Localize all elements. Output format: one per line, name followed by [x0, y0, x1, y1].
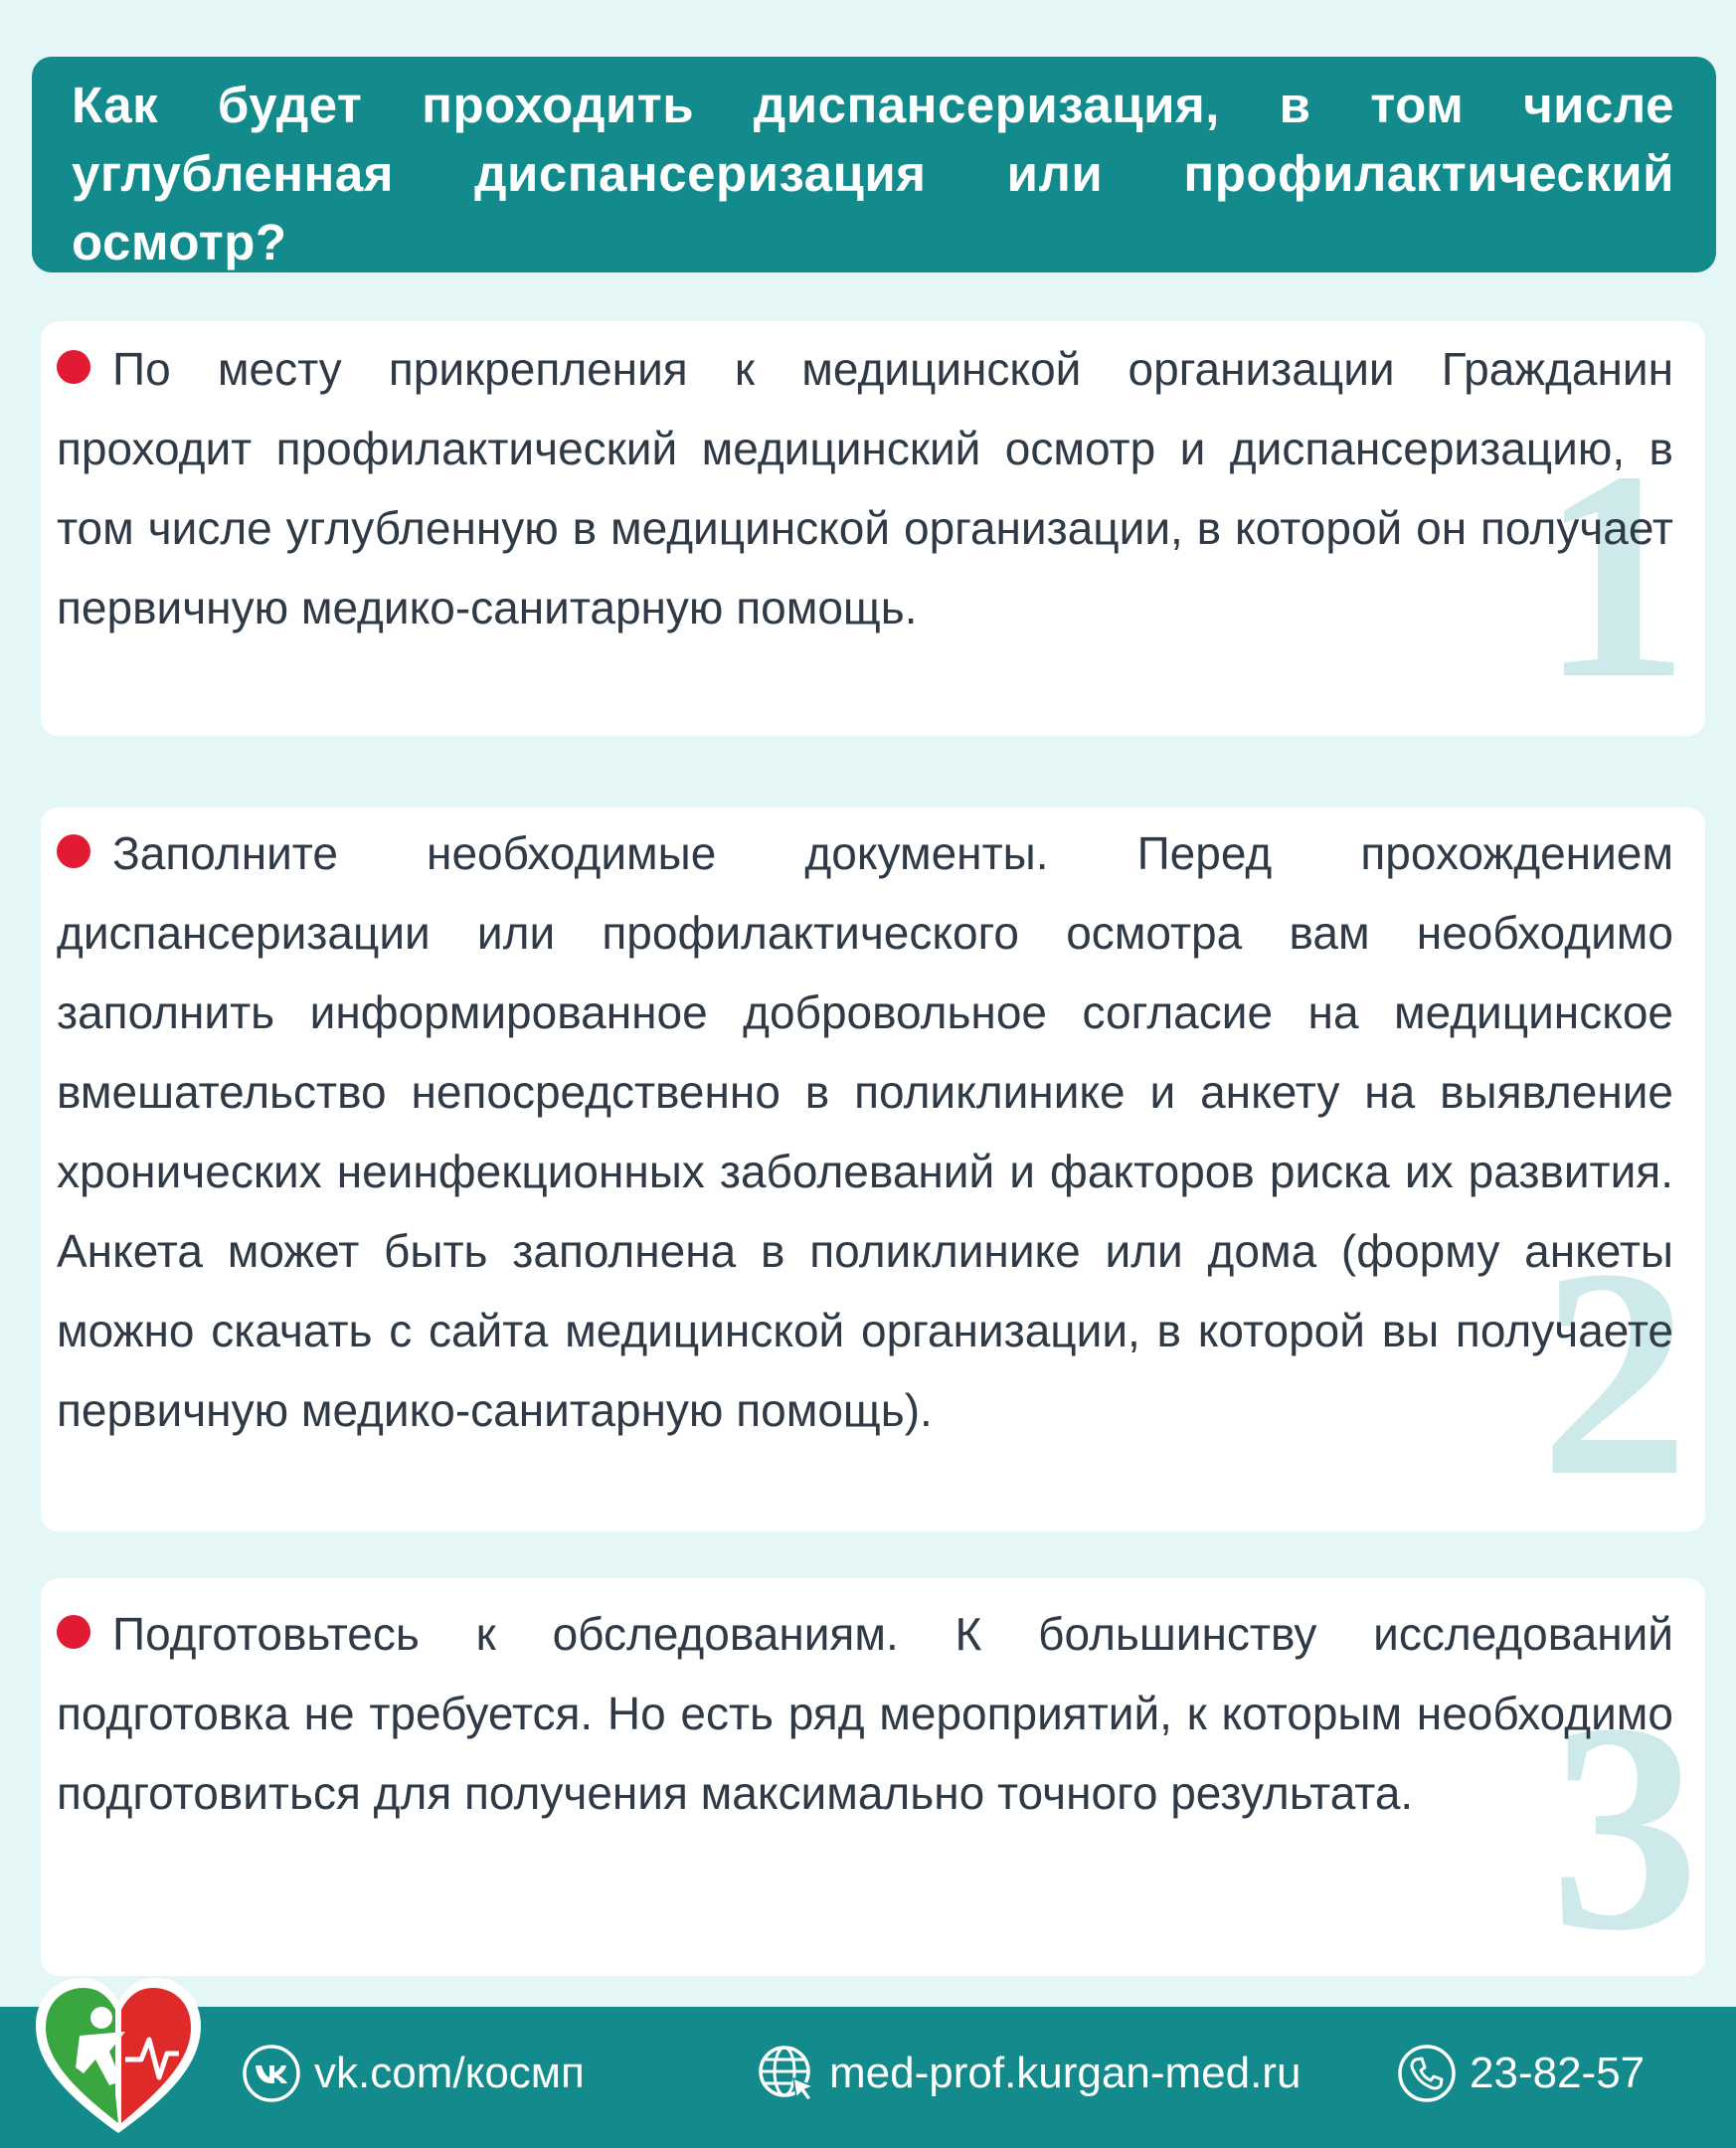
phone-link[interactable]	[1396, 2029, 1645, 2118]
step-card-2	[41, 807, 1705, 1531]
phone-text: 23-82-57	[1470, 2049, 1646, 2097]
step-text-1: По месту прикрепления к медицинской организации Гражданин проходит профилактический медицинский осмотр и диспансеризацию, в том числе углубленную в медицинской организации, в которой он получает первичную медико-санитарную помощь.	[57, 343, 1673, 633]
phone-icon	[1396, 2043, 1458, 2104]
vk-icon	[241, 2043, 302, 2104]
bullet-dot	[57, 1615, 90, 1649]
globe-cursor-icon	[756, 2043, 817, 2104]
step-number-2: 2	[1540, 1207, 1689, 1531]
website-text: med-prof.kurgan-med.ru	[829, 2049, 1302, 2097]
bullet-dot	[57, 834, 90, 868]
step-card-3	[41, 1578, 1705, 1976]
header-banner	[32, 57, 1716, 272]
step-text-3: Подготовьтесь к обследованиям. К большинству исследований подготовка не требуется. Но есть ряд мероприятий, к которым необходимо подготовиться для получения максимально точного результата.	[57, 1608, 1673, 1819]
website-link[interactable]	[756, 2029, 1301, 2118]
vk-link[interactable]	[241, 2029, 585, 2118]
vk-text: vk.com/космп	[314, 2049, 585, 2097]
step-number-3: 3	[1550, 1662, 1699, 1976]
step-text-2: Заполните необходимые документы. Перед прохождением диспансеризации или профилактического осмотра вам необходимо заполнить информированное добровольное согласие на медицинское вмешательство непосредственно в поликлинике и анкету на выявление хронических неинфекционных заболеваний и факторов риска их развития. Анкета может быть заполнена в поликлинике или дома (форму анкеты можно скачать с сайта медицинской организации, в которой вы получаете первичную медико-санитарную помощь).	[57, 827, 1673, 1436]
heart-person-logo	[30, 1974, 207, 2141]
step-card-1	[41, 321, 1705, 736]
page-title: Как будет проходить диспансеризация, в том числе углубленная диспансеризация или профилактический осмотр?	[72, 77, 1674, 270]
bullet-dot	[57, 350, 90, 384]
step-number-1: 1	[1540, 410, 1689, 736]
